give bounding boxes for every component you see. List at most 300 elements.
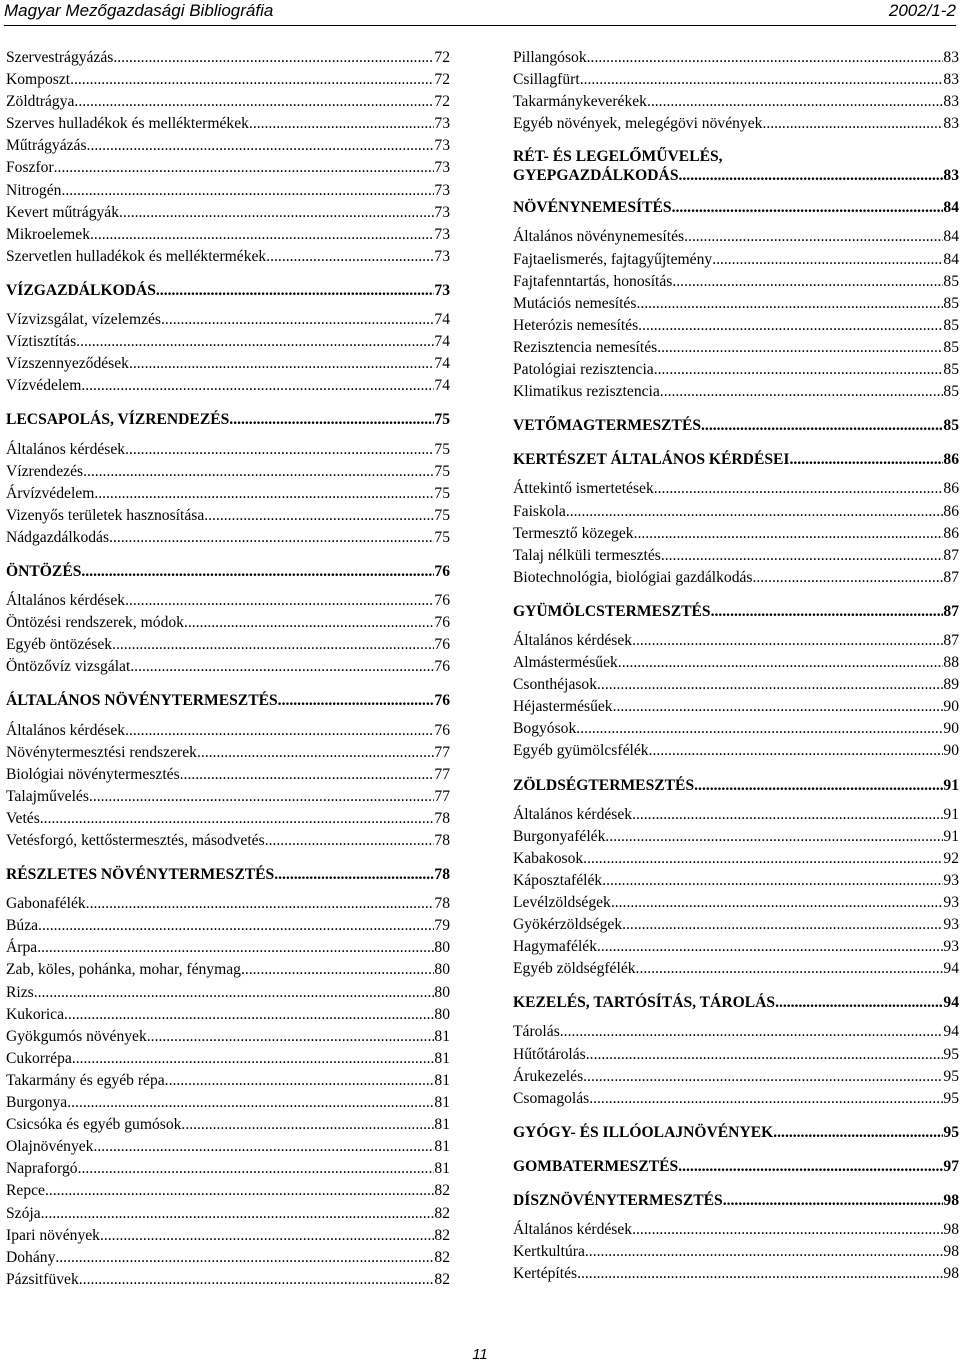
toc-section-heading — [6, 561, 450, 583]
leader-dots — [78, 1158, 435, 1180]
toc-entry — [6, 808, 450, 830]
toc-section-heading — [513, 775, 959, 797]
leader-dots — [712, 249, 943, 271]
toc-entry — [513, 226, 959, 248]
leader-dots — [278, 690, 435, 712]
toc-entry-title: Biológiai növénytermesztés — [6, 765, 180, 783]
toc-entry — [6, 959, 450, 981]
leader-dots — [752, 567, 943, 589]
leader-dots — [580, 69, 944, 91]
toc-entry-title: GOMBATERMESZTÉS — [513, 1157, 679, 1175]
toc-entry — [6, 1004, 450, 1026]
toc-entry-title: Nádgazdálkodás — [6, 528, 110, 546]
toc-entry-title: Kertkultúra — [513, 1243, 585, 1261]
toc-page-number: 84 — [943, 250, 959, 268]
toc-page-number: 98 — [943, 1243, 959, 1261]
leader-dots — [38, 915, 434, 937]
leader-dots — [657, 337, 943, 359]
toc-entry — [6, 527, 450, 549]
toc-page-number: 82 — [434, 1182, 450, 1200]
toc-entry-title: Szerves hulladékok és melléktermékek — [6, 115, 249, 133]
toc-entry — [513, 337, 959, 359]
leader-dots — [76, 331, 434, 353]
leader-dots — [79, 1269, 435, 1291]
toc-entry-title: Csomagolás — [513, 1089, 590, 1107]
toc-page-number: 84 — [943, 228, 959, 246]
toc-section-heading — [513, 1122, 959, 1144]
toc-entry — [513, 359, 959, 381]
toc-page-number: 83 — [943, 93, 959, 111]
toc-entry — [6, 656, 450, 678]
toc-section-heading — [513, 415, 959, 437]
toc-entry-title: Vízrendezés — [6, 462, 84, 480]
leader-dots — [125, 720, 434, 742]
toc-entry-title: Gyökérzöldségek — [513, 916, 623, 934]
toc-page-number: 78 — [434, 866, 450, 884]
toc-page-number: 74 — [434, 377, 450, 395]
leader-dots — [55, 1247, 434, 1269]
toc-page-number: 85 — [943, 316, 959, 334]
toc-page-number: 98 — [943, 1221, 959, 1239]
toc-entry-title: Egyéb zöldségfélék — [513, 960, 636, 978]
toc-page-number: 73 — [434, 203, 450, 221]
leader-dots — [654, 478, 944, 500]
leader-dots — [762, 113, 943, 135]
toc-entry — [6, 937, 450, 959]
toc-entry-title: GYEPGAZDÁLKODÁS — [513, 167, 679, 185]
toc-entry-title: Vízvédelem — [6, 377, 82, 395]
leader-dots — [684, 226, 943, 248]
toc-entry-title: Rezisztencia nemesítés — [513, 338, 658, 356]
toc-entry — [513, 1219, 959, 1241]
toc-entry — [6, 91, 450, 113]
toc-page-number: 75 — [434, 411, 450, 429]
toc-entry — [6, 505, 450, 527]
toc-page-number: 80 — [434, 983, 450, 1001]
toc-entry-title: Talaj nélküli termesztés — [513, 546, 661, 564]
toc-entry-title: Olajnövények — [6, 1138, 94, 1156]
toc-page-number: 95 — [943, 1089, 959, 1107]
leader-dots — [181, 1114, 434, 1136]
toc-entry-title: Műtrágyázás — [6, 137, 87, 155]
toc-entry — [513, 674, 959, 696]
toc-page-number: 85 — [943, 361, 959, 379]
toc-page-number: 94 — [943, 1023, 959, 1041]
leader-dots — [109, 527, 434, 549]
toc-entry-title: Árpa — [6, 939, 38, 957]
leader-dots — [165, 1070, 435, 1092]
toc-page-number: 81 — [434, 1071, 450, 1089]
leader-dots — [605, 826, 943, 848]
toc-page-number: 95 — [943, 1123, 959, 1141]
leader-dots — [790, 449, 944, 471]
leader-dots — [679, 166, 944, 185]
toc-page-number: 82 — [434, 1248, 450, 1266]
toc-entry — [6, 1048, 450, 1070]
toc-entry-title: Tárolás — [513, 1023, 560, 1041]
leader-dots — [583, 1066, 943, 1088]
toc-entry-title: Takarmány és egyéb répa — [6, 1071, 165, 1089]
toc-entry-title: Kevert műtrágyák — [6, 203, 120, 221]
leader-dots — [130, 656, 434, 678]
leader-dots — [147, 1026, 435, 1048]
toc-entry — [6, 893, 450, 915]
leader-dots — [100, 1225, 434, 1247]
toc-page-number: 82 — [434, 1270, 450, 1288]
toc-entry-title: Nitrogén — [6, 181, 62, 199]
toc-entry-title: Foszfor — [6, 159, 54, 177]
page-header — [0, 0, 960, 22]
toc-entry-title: Kertépítés — [513, 1265, 578, 1283]
toc-page-number: 81 — [434, 1027, 450, 1045]
toc-page-number: 78 — [434, 809, 450, 827]
toc-entry-title: Termesztő közegek — [513, 524, 634, 542]
toc-entry-title: Csillagfürt — [513, 71, 580, 89]
toc-page-number: 75 — [434, 440, 450, 458]
leader-dots — [618, 652, 944, 674]
toc-entry — [6, 764, 450, 786]
leader-dots — [37, 937, 434, 959]
leader-dots — [81, 375, 434, 397]
toc-entry — [6, 1225, 450, 1247]
toc-page-number: 76 — [434, 658, 450, 676]
toc-entry-title: Növénytermesztési rendszerek — [6, 743, 197, 761]
leader-dots — [93, 1136, 434, 1158]
toc-page-number: 85 — [943, 417, 959, 435]
leader-dots — [72, 1048, 435, 1070]
toc-section-heading — [6, 280, 450, 302]
toc-entry — [513, 870, 959, 892]
toc-page-number: 94 — [943, 960, 959, 978]
leader-dots — [40, 808, 435, 830]
toc-entry-title: Általános kérdések — [6, 592, 126, 610]
leader-dots — [161, 309, 434, 331]
leader-dots — [634, 523, 944, 545]
toc-entry-title: Csonthéjasok — [513, 676, 598, 694]
leader-dots — [602, 870, 943, 892]
toc-page-number: 77 — [434, 765, 450, 783]
toc-entry — [6, 180, 450, 202]
toc-page-number: 74 — [434, 311, 450, 329]
toc-page-number: 84 — [943, 199, 959, 217]
toc-page-number: 73 — [434, 225, 450, 243]
leader-dots — [113, 47, 434, 69]
leader-dots — [711, 601, 944, 623]
toc-page-number: 86 — [943, 502, 959, 520]
toc-entry-title: Napraforgó — [6, 1160, 78, 1178]
leader-dots — [638, 315, 943, 337]
toc-entry-title: Pázsitfüvek — [6, 1270, 79, 1288]
toc-entry — [6, 1203, 450, 1225]
leader-dots — [266, 246, 434, 268]
leader-dots — [589, 1088, 943, 1110]
toc-page-number: 86 — [943, 480, 959, 498]
toc-entry — [513, 1044, 959, 1066]
toc-page-number: 72 — [434, 49, 450, 66]
toc-entry — [513, 696, 959, 718]
leader-dots — [184, 612, 434, 634]
leader-dots — [274, 864, 434, 886]
toc-page-number: 76 — [434, 614, 450, 632]
leader-dots — [74, 91, 434, 113]
leader-dots — [636, 958, 944, 980]
toc-entry-title: Vetés — [6, 809, 40, 827]
toc-page-number: 81 — [434, 1049, 450, 1067]
toc-entry — [513, 1021, 959, 1043]
toc-entry — [6, 246, 450, 268]
toc-page-number: 87 — [943, 602, 959, 620]
toc-entry — [6, 439, 450, 461]
toc-entry-title: Egyéb növények, melegégövi növények — [513, 115, 763, 133]
toc-entry-title: Kukorica — [6, 1005, 65, 1023]
toc-section-heading — [6, 690, 450, 712]
leader-dots — [660, 381, 944, 403]
toc-page-number: 73 — [434, 115, 450, 133]
toc-entry — [6, 375, 450, 397]
toc-entry — [6, 331, 450, 353]
toc-entry — [6, 590, 450, 612]
toc-page-number: 90 — [943, 698, 959, 716]
toc-entry-title: Gabonafélék — [6, 895, 86, 913]
toc-entry — [513, 826, 959, 848]
header-rule — [4, 25, 956, 26]
leader-dots — [632, 804, 943, 826]
toc-entry-title: Vetésforgó, kettőstermesztés, másodvetés — [6, 832, 265, 849]
toc-page-number: 79 — [434, 917, 450, 935]
toc-entry — [6, 1092, 450, 1114]
toc-entry — [513, 1241, 959, 1263]
page-number: 11 — [472, 1346, 488, 1363]
toc-entry-title: VÍZGAZDÁLKODÁS — [6, 281, 156, 299]
toc-entry-title: Burgonya — [6, 1094, 68, 1112]
toc-entry — [513, 1088, 959, 1110]
leader-dots — [86, 893, 435, 915]
toc-page-number: 73 — [434, 281, 450, 299]
leader-dots — [119, 202, 434, 224]
toc-page-number: 83 — [943, 49, 959, 66]
leader-dots — [672, 197, 944, 219]
toc-page-number: 92 — [943, 849, 959, 867]
toc-entry-title: VETŐMAGTERMESZTÉS — [513, 417, 702, 435]
toc-left-column — [6, 47, 450, 1291]
toc-entry — [6, 1026, 450, 1048]
leader-dots — [632, 1219, 943, 1241]
toc-entry — [513, 478, 959, 500]
leader-dots — [67, 1092, 434, 1114]
toc-page-number: 76 — [434, 592, 450, 610]
toc-entry — [513, 91, 959, 113]
leader-dots — [54, 157, 435, 179]
toc-entry — [6, 69, 450, 91]
toc-page-number: 91 — [943, 805, 959, 823]
toc-page-number: 90 — [943, 720, 959, 738]
toc-right-column — [513, 47, 959, 1285]
toc-page-number: 80 — [434, 961, 450, 979]
toc-entry-title: Kabakosok — [513, 849, 584, 867]
toc-entry-title: Héjastermésűek — [513, 698, 613, 716]
leader-dots — [41, 1203, 435, 1225]
toc-entry-title: KERTÉSZET ÁLTALÁNOS KÉRDÉSEI — [513, 451, 790, 469]
leader-dots — [83, 461, 434, 483]
toc-page-number: 72 — [434, 71, 450, 89]
toc-entry-title: Hűtőtárolás — [513, 1045, 586, 1063]
toc-page-number: 82 — [434, 1226, 450, 1244]
toc-entry-title: ÁLTALÁNOS NÖVÉNYTERMESZTÉS — [6, 692, 278, 710]
toc-page-number: 85 — [943, 294, 959, 312]
toc-page-number: 81 — [434, 1160, 450, 1178]
toc-entry-title: Káposztafélék — [513, 871, 603, 889]
toc-page-number: 98 — [943, 1265, 959, 1283]
toc-page-number: 87 — [943, 568, 959, 586]
publication-title: Magyar Mezőgazdasági Bibliográfia — [4, 1, 274, 20]
leader-dots — [156, 280, 435, 302]
toc-entry — [6, 309, 450, 331]
toc-entry-title: Búza — [6, 917, 39, 935]
toc-entry — [6, 353, 450, 375]
toc-page-number: 91 — [943, 827, 959, 845]
toc-entry — [6, 224, 450, 246]
toc-entry-title: Dohány — [6, 1248, 56, 1266]
leader-dots — [694, 775, 943, 797]
toc-entry-title: LECSAPOLÁS, VÍZRENDEZÉS — [6, 411, 230, 429]
toc-entry-title: Egyéb öntözések — [6, 636, 113, 654]
toc-entry-title: NÖVÉNYNEMESÍTÉS — [513, 199, 672, 217]
toc-page-number: 87 — [943, 546, 959, 564]
toc-entry-title: Fajtaelismerés, fajtagyűjtemény — [513, 250, 713, 268]
toc-page-number: 73 — [434, 247, 450, 265]
toc-entry-title: Szója — [6, 1204, 41, 1222]
toc-entry — [513, 545, 959, 567]
toc-page-number: 94 — [943, 994, 959, 1012]
leader-dots — [94, 483, 434, 505]
toc-entry — [6, 982, 450, 1004]
toc-section-heading — [6, 864, 450, 886]
toc-entry — [6, 1070, 450, 1092]
toc-entry — [6, 612, 450, 634]
leader-dots — [229, 409, 434, 431]
toc-page-number: 85 — [943, 383, 959, 401]
leader-dots — [773, 1122, 943, 1144]
toc-page-number: 93 — [943, 916, 959, 934]
toc-entry — [6, 135, 450, 157]
toc-page-number: 75 — [434, 528, 450, 546]
toc-entry — [6, 461, 450, 483]
toc-entry — [6, 1269, 450, 1291]
toc-entry — [6, 915, 450, 937]
toc-entry — [6, 202, 450, 224]
leader-dots — [70, 69, 434, 91]
toc-section-heading — [6, 409, 450, 431]
leader-dots — [64, 1004, 434, 1026]
toc-entry-title: Általános kérdések — [6, 721, 126, 739]
toc-entry — [513, 1263, 959, 1285]
toc-entry — [6, 1180, 450, 1202]
toc-page-number: 72 — [434, 93, 450, 111]
toc-page-number: 89 — [943, 676, 959, 694]
toc-page-number: 95 — [943, 1045, 959, 1063]
toc-entry-title: Árukezelés — [513, 1067, 584, 1085]
leader-dots — [583, 848, 943, 870]
leader-dots — [90, 224, 434, 246]
toc-entry — [6, 786, 450, 808]
toc-page-number: 73 — [434, 137, 450, 155]
leader-dots — [125, 590, 434, 612]
toc-entry-title: Talajművelés — [6, 787, 89, 805]
leader-dots — [622, 914, 943, 936]
toc-entry — [6, 1136, 450, 1158]
leader-dots — [129, 353, 434, 375]
toc-entry — [513, 936, 959, 958]
toc-entry — [6, 47, 450, 69]
toc-page-number: 78 — [434, 895, 450, 913]
toc-entry-title: Faiskola — [513, 502, 566, 520]
toc-page-number: 93 — [943, 938, 959, 956]
toc-page-number: 77 — [434, 787, 450, 805]
toc-entry-title: Heterózis nemesítés — [513, 316, 639, 334]
leader-dots — [34, 982, 435, 1004]
toc-entry-title: Víztisztítás — [6, 333, 77, 351]
leader-dots — [597, 936, 943, 958]
leader-dots — [560, 1021, 944, 1043]
toc-entry-title: Öntözővíz vizsgálat — [6, 658, 131, 676]
toc-entry — [513, 914, 959, 936]
toc-page-number: 98 — [943, 1192, 959, 1210]
toc-entry-title: Szervetlen hulladékok és melléktermékek — [6, 247, 267, 265]
leader-dots — [87, 135, 435, 157]
toc-page-number: 81 — [434, 1138, 450, 1156]
toc-entry-title: Általános növénynemesítés — [513, 228, 685, 246]
toc-section-heading — [513, 601, 959, 623]
toc-entry-title: Zöldtrágya — [6, 93, 75, 111]
toc-page-number: 95 — [943, 1067, 959, 1085]
toc-page-number: 76 — [434, 562, 450, 580]
leader-dots — [723, 1190, 944, 1212]
leader-dots — [577, 1263, 943, 1285]
toc-entry-title: GYÜMÖLCSTERMESZTÉS — [513, 602, 711, 620]
toc-entry-title: Vízvizsgálat, vízelemzés — [6, 311, 162, 329]
toc-page-number: 80 — [434, 939, 450, 957]
toc-entry — [6, 483, 450, 505]
toc-page-number: 82 — [434, 1204, 450, 1222]
toc-entry — [513, 113, 959, 135]
toc-entry-title: Csicsóka és egyéb gumósok — [6, 1116, 182, 1134]
toc-entry-title: Levélzöldségek — [513, 894, 611, 911]
toc-entry-title: Általános kérdések — [513, 1221, 633, 1239]
toc-entry — [6, 634, 450, 656]
toc-page-number: 85 — [943, 272, 959, 290]
toc-entry-title: Cukorrépa — [6, 1049, 72, 1067]
leader-dots — [125, 439, 434, 461]
toc-page-number: 83 — [943, 71, 959, 89]
toc-entry — [6, 720, 450, 742]
leader-dots — [61, 180, 434, 202]
toc-entry — [513, 804, 959, 826]
leader-dots — [81, 561, 434, 583]
toc-heading-line: RÉT- ÉS LEGELŐMŰVELÉS, — [513, 148, 723, 166]
leader-dots — [654, 359, 944, 381]
toc-entry-title: Pillangósok — [513, 49, 587, 66]
toc-entry — [513, 47, 959, 69]
toc-page-number: 78 — [434, 832, 450, 849]
issue-number: 2002/1-2 — [888, 1, 956, 20]
toc-entry-title: Áttekintő ismertetések — [513, 480, 654, 498]
toc-entry — [513, 523, 959, 545]
toc-page-number: 73 — [434, 159, 450, 177]
toc-page-number: 80 — [434, 1005, 450, 1023]
toc-section-heading — [513, 992, 959, 1014]
toc-entry-title: Biotechnológia, biológiai gazdálkodás — [513, 568, 753, 586]
leader-dots — [265, 830, 435, 852]
